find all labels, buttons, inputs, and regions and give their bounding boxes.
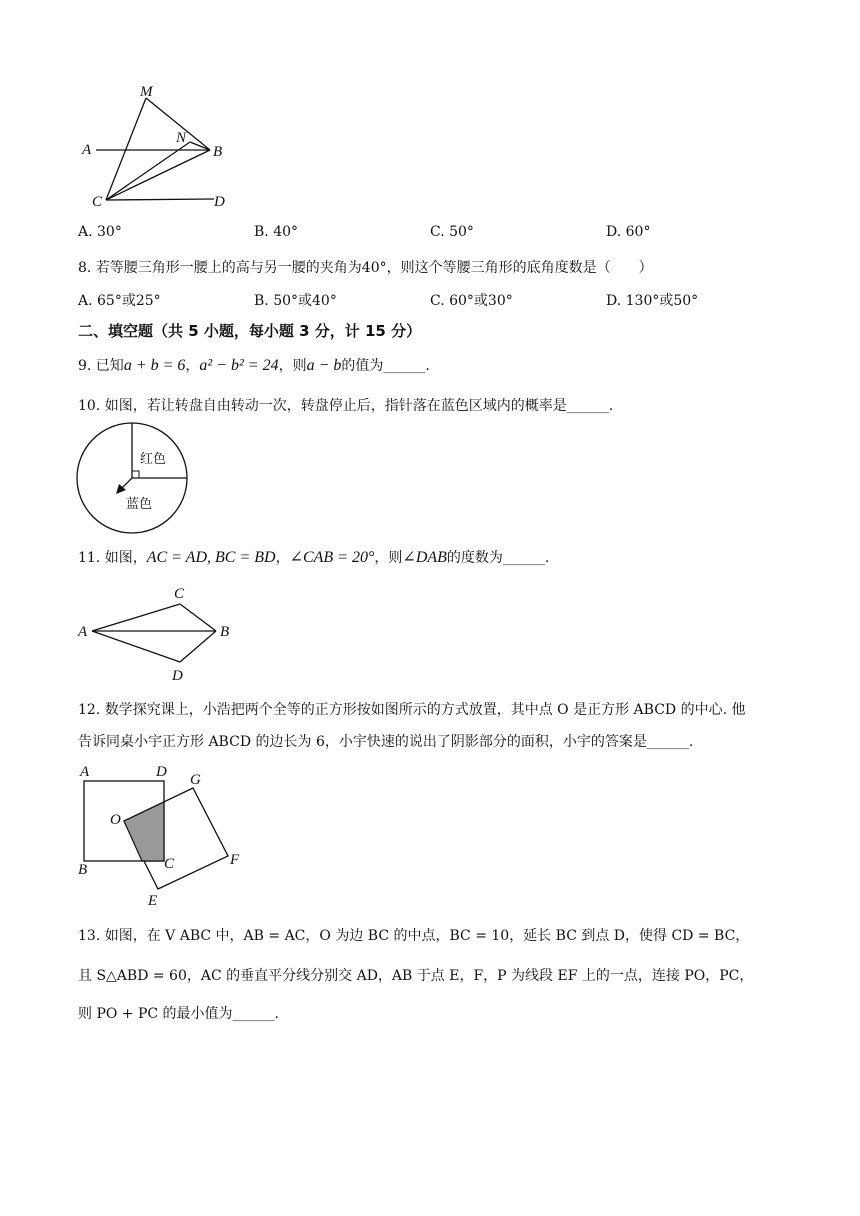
q8-option-d: D. 130°或50° xyxy=(606,293,699,309)
label-c: C xyxy=(174,586,185,602)
q7-option-a: A. 30° xyxy=(78,224,122,240)
q12-line-2: 告诉同桌小宇正方形 ABCD 的边长为 6，小宇快速的说出了阴影部分的面积，小宇的答案是______. xyxy=(78,734,694,750)
q11-sep: ， xyxy=(275,550,290,566)
label-n: N xyxy=(176,130,187,146)
segment-cb xyxy=(106,150,210,200)
label-e: E xyxy=(148,893,158,908)
label-m: M xyxy=(140,84,153,100)
label-d: D xyxy=(172,668,183,684)
spinner-figure xyxy=(74,420,194,536)
q11-text xyxy=(78,548,549,568)
q8-option-a: A. 65°或25° xyxy=(78,293,161,309)
label-d: D xyxy=(156,764,167,780)
label-c: C xyxy=(164,856,175,872)
kite-figure xyxy=(76,584,246,684)
q13-line-1: 13. 如图，在 V ABC 中，AB = AC，O 为边 BC 的中点，BC = 10，延长 BC 到点 D，使得 CD = BC， xyxy=(78,928,750,944)
segment-db xyxy=(180,631,216,662)
label-b: B xyxy=(220,624,230,640)
segment-ad xyxy=(92,631,180,662)
q8-option-b: B. 50°或40° xyxy=(254,293,337,309)
label-c: C xyxy=(92,194,103,210)
segment-cb xyxy=(180,604,216,631)
q9-expr-diff: a − b xyxy=(306,357,342,374)
label-b: B xyxy=(78,862,88,878)
q9-text xyxy=(78,356,430,376)
section-title: 二、填空题（共 5 小题，每小题 3 分，计 15 分） xyxy=(78,322,422,340)
label-a: A xyxy=(82,142,92,158)
label-g: G xyxy=(190,772,201,788)
squares-figure xyxy=(74,758,254,908)
q9-expr-sum: a + b = 6 xyxy=(123,357,186,374)
shaded-region xyxy=(124,802,164,861)
q11-expr-angle-cab: ∠CAB = 20° xyxy=(289,549,375,566)
q9-tail: 的值为______. xyxy=(341,358,430,374)
q11-number: 11. 如图， xyxy=(78,550,147,566)
segment-ac xyxy=(92,604,180,631)
q11-expr-equal-sides: AC = AD, BC = BD xyxy=(146,549,276,566)
label-f: F xyxy=(230,852,240,868)
q7-figure xyxy=(80,82,240,212)
label-o: O xyxy=(110,812,121,828)
q8-option-c: C. 60°或30° xyxy=(430,293,513,309)
q10-text: 10. 如图，若让转盘自由转动一次，转盘停止后，指针落在蓝色区域内的概率是______. xyxy=(78,398,614,414)
q13-line-3: 则 PO + PC 的最小值为______. xyxy=(78,1006,280,1022)
segment-cn xyxy=(106,142,190,200)
line-cd xyxy=(106,199,214,200)
label-d: D xyxy=(214,194,225,210)
label-a: A xyxy=(78,624,88,640)
q7-option-d: D. 60° xyxy=(606,224,651,240)
label-a: A xyxy=(80,764,90,780)
q9-expr-diff-squares: a² − b² = 24 xyxy=(199,357,279,374)
q12-line-1: 12. 数学探究课上，小浩把两个全等的正方形按如图所示的方式放置，其中点 O 是正方形 ABCD 的中心. 他 xyxy=(78,702,746,718)
q9-number: 9. 已知 xyxy=(78,358,124,374)
segment-nb xyxy=(190,142,210,150)
q9-mid: ，则 xyxy=(278,358,307,374)
q13-line-2: 且 S△ABD = 60，AC 的垂直平分线分别交 AD，AB 于点 E，F，P 为线段 EF 上的一点，连接 PO，PC， xyxy=(78,968,754,984)
q9-sep: ， xyxy=(185,358,200,374)
q11-expr-angle-dab: ∠DAB xyxy=(402,549,447,566)
q7-option-c: C. 50° xyxy=(430,224,474,240)
segment-mc xyxy=(106,98,146,200)
label-red: 红色 xyxy=(140,452,167,467)
q7-option-b: B. 40° xyxy=(254,224,299,240)
right-angle-mark xyxy=(132,471,139,478)
label-b: B xyxy=(213,144,223,160)
q8-text: 8. 若等腰三角形一腰上的高与另一腰的夹角为40°，则这个等腰三角形的底角度数是（ ） xyxy=(78,260,653,276)
q11-mid: ，则 xyxy=(374,550,403,566)
label-blue: 蓝色 xyxy=(126,497,153,512)
q11-tail: 的度数为______. xyxy=(446,550,550,566)
